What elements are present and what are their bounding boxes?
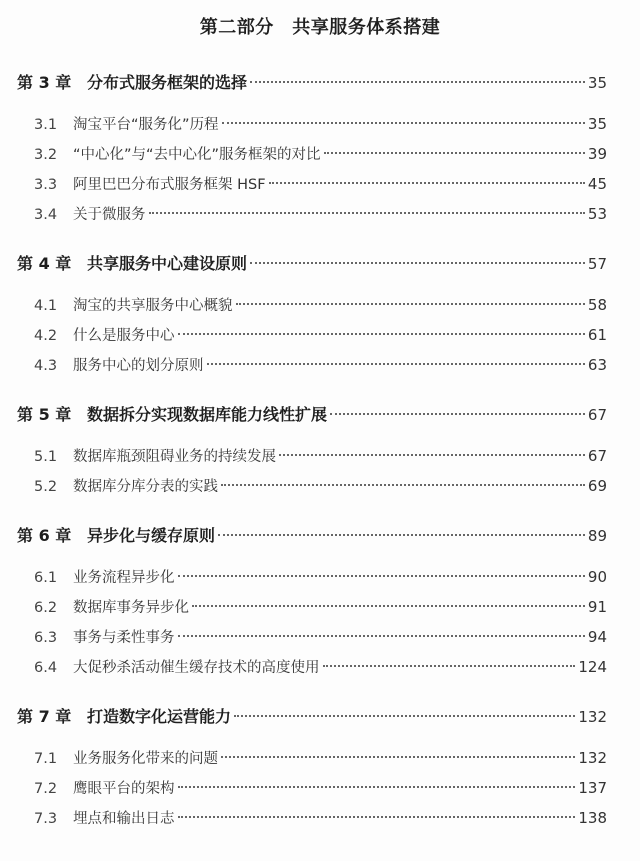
section-title: 数据库分库分表的实践 — [73, 479, 218, 495]
section-number: 6.1 — [34, 570, 58, 586]
section-number: 6.4 — [34, 660, 58, 676]
chapter-number: 第 4 章 — [17, 254, 72, 273]
chapter-entry[interactable] — [17, 702, 607, 732]
section-title: 关于微服务 — [73, 207, 146, 223]
section-title: 什么是服务中心 — [73, 328, 175, 344]
section-number: 4.3 — [34, 358, 58, 374]
page-number: 94 — [587, 628, 607, 646]
section-entry[interactable] — [17, 592, 607, 622]
section-entry[interactable] — [17, 441, 607, 471]
section-number: 3.3 — [34, 177, 58, 193]
section-entry[interactable] — [17, 290, 607, 320]
section-entry[interactable] — [17, 139, 607, 169]
dot-leader — [236, 303, 585, 305]
dot-leader — [178, 786, 576, 788]
section-entry[interactable] — [17, 169, 607, 199]
chapter-number: 第 3 章 — [17, 73, 72, 92]
page-number: 45 — [587, 175, 607, 193]
page-number: 35 — [587, 74, 607, 92]
page-number: 132 — [578, 749, 607, 767]
dot-leader — [323, 665, 576, 667]
page-number: 90 — [587, 568, 607, 586]
section-title: 服务中心的划分原则 — [73, 358, 204, 374]
page-number: 58 — [587, 296, 607, 314]
section-entry[interactable] — [17, 199, 607, 229]
part-title: 第二部分 共享服务体系搭建 — [199, 17, 441, 38]
section-number: 5.2 — [34, 479, 58, 495]
page-number: 67 — [587, 447, 607, 465]
dot-leader — [178, 575, 585, 577]
section-title: 事务与柔性事务 — [73, 630, 175, 646]
section-entry[interactable] — [17, 350, 607, 380]
page-number: 132 — [578, 708, 607, 726]
section-number: 7.1 — [34, 751, 58, 767]
section-number: 7.3 — [34, 811, 58, 827]
dot-leader — [218, 534, 585, 536]
chapter-title: 数据拆分实现数据库能力线性扩展 — [87, 405, 328, 424]
section-title: 淘宝的共享服务中心概貌 — [73, 298, 233, 314]
section-entry[interactable] — [17, 320, 607, 350]
section-title: 数据库瓶颈阻碍业务的持续发展 — [73, 449, 276, 465]
chapter-entry[interactable] — [17, 68, 607, 98]
table-of-contents — [17, 68, 607, 833]
chapter-number: 第 7 章 — [17, 707, 72, 726]
section-entry[interactable] — [17, 562, 607, 592]
dot-leader — [234, 715, 575, 717]
page-number: 39 — [587, 145, 607, 163]
chapter-entry[interactable] — [17, 400, 607, 430]
dot-leader — [279, 454, 585, 456]
chapter-title: 打造数字化运营能力 — [87, 707, 232, 726]
section-entry[interactable] — [17, 803, 607, 833]
section-title: 阿里巴巴分布式服务框架 HSF — [73, 177, 266, 193]
page-number: 91 — [587, 598, 607, 616]
dot-leader — [324, 152, 585, 154]
chapter-number: 第 6 章 — [17, 526, 72, 545]
dot-leader — [178, 635, 585, 637]
dot-leader — [221, 484, 585, 486]
page-number: 63 — [587, 356, 607, 374]
section-entry[interactable] — [17, 652, 607, 682]
page-number: 67 — [587, 406, 607, 424]
section-entry[interactable] — [17, 743, 607, 773]
section-title: “中心化”与“去中心化”服务框架的对比 — [73, 147, 321, 163]
section-title: 数据库事务异步化 — [73, 600, 189, 616]
section-number: 7.2 — [34, 781, 58, 797]
chapter-entry[interactable] — [17, 249, 607, 279]
section-number: 3.4 — [34, 207, 58, 223]
page-number: 35 — [587, 115, 607, 133]
chapter-entry[interactable] — [17, 521, 607, 551]
section-title: 埋点和输出日志 — [73, 811, 175, 827]
section-number: 6.2 — [34, 600, 58, 616]
section-number: 3.1 — [34, 117, 58, 133]
page-number: 69 — [587, 477, 607, 495]
page-number: 89 — [587, 527, 607, 545]
section-entry[interactable] — [17, 622, 607, 652]
chapter-title: 分布式服务框架的选择 — [87, 73, 248, 92]
dot-leader — [149, 212, 585, 214]
section-entry[interactable] — [17, 109, 607, 139]
section-title: 大促秒杀活动催生缓存技术的高度使用 — [73, 660, 320, 676]
dot-leader — [221, 756, 575, 758]
page-number: 57 — [587, 255, 607, 273]
dot-leader — [250, 81, 585, 83]
dot-leader — [330, 413, 585, 415]
dot-leader — [207, 363, 585, 365]
chapter-number: 第 5 章 — [17, 405, 72, 424]
section-title: 淘宝平台“服务化”历程 — [73, 117, 219, 133]
section-number: 4.2 — [34, 328, 58, 344]
page-number: 137 — [578, 779, 607, 797]
dot-leader — [192, 605, 585, 607]
chapter-title: 异步化与缓存原则 — [87, 526, 216, 545]
dot-leader — [178, 816, 576, 818]
section-number: 4.1 — [34, 298, 58, 314]
section-number: 5.1 — [34, 449, 58, 465]
dot-leader — [250, 262, 585, 264]
page-number: 124 — [578, 658, 607, 676]
section-number: 3.2 — [34, 147, 58, 163]
section-entry[interactable] — [17, 471, 607, 501]
page-number: 138 — [578, 809, 607, 827]
section-title: 鹰眼平台的架构 — [73, 781, 175, 797]
dot-leader — [269, 182, 585, 184]
section-title: 业务流程异步化 — [73, 570, 175, 586]
page-number: 61 — [587, 326, 607, 344]
page-number: 53 — [587, 205, 607, 223]
section-entry[interactable] — [17, 773, 607, 803]
section-number: 6.3 — [34, 630, 58, 646]
chapter-title: 共享服务中心建设原则 — [87, 254, 248, 273]
dot-leader — [178, 333, 585, 335]
dot-leader — [222, 122, 585, 124]
section-title: 业务服务化带来的问题 — [73, 751, 218, 767]
